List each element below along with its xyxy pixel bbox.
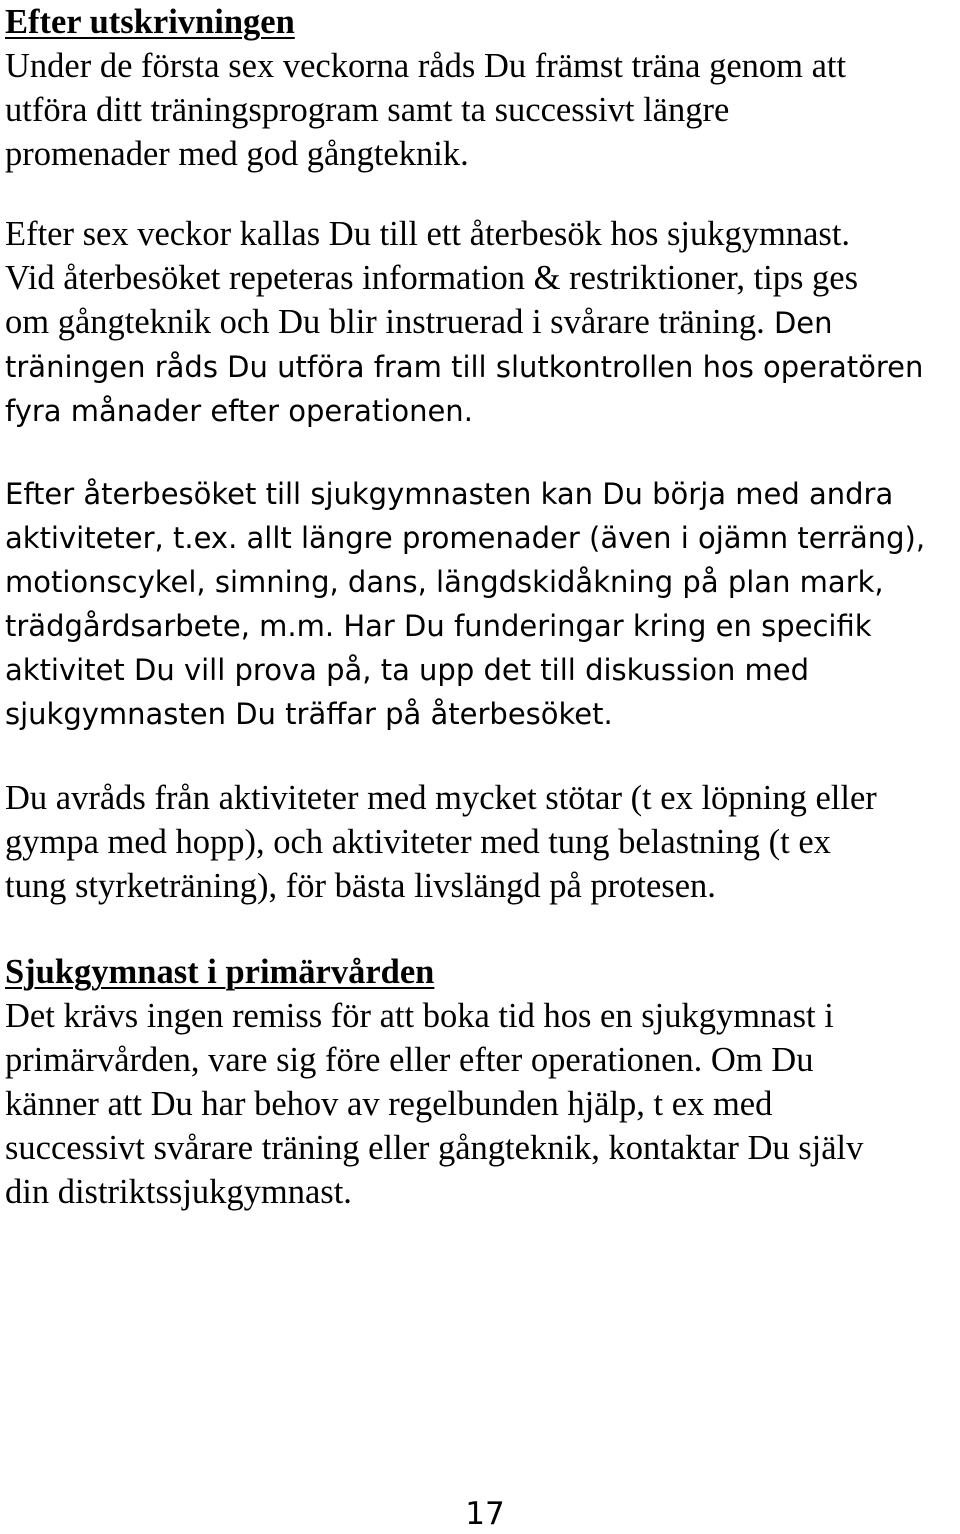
body-line: primärvården, vare sig före eller efter operationen. Om Du	[5, 1041, 814, 1079]
body-line: sjukgymnasten Du träffar på återbesöket.	[5, 697, 613, 731]
body-line: successivt svårare träning eller gångteknik, kontaktar Du själv	[5, 1129, 864, 1167]
section-heading: Efter utskrivningen	[5, 3, 295, 41]
body-line: tung styrketräning), för bästa livslängd på protesen.	[5, 867, 716, 905]
body-line: promenader med god gångteknik.	[5, 135, 469, 173]
body-line: Du avråds från aktiviteter med mycket stötar (t ex löpning eller	[5, 779, 877, 817]
body-line: Under de första sex veckorna råds Du främst träna genom att	[5, 47, 847, 85]
body-line: aktivitet Du vill prova på, ta upp det till diskussion med	[5, 653, 810, 687]
body-line: fyra månader efter operationen.	[5, 394, 473, 428]
body-line: känner att Du har behov av regelbunden hjälp, t ex med	[5, 1085, 773, 1123]
section-efter-utskrivningen	[5, 0, 960, 176]
section-sjukgymnast-primarvarden	[5, 950, 960, 1214]
body-line: Efter sex veckor kallas Du till ett återbesök hos sjukgymnast.	[5, 215, 851, 253]
body-line: din distriktssjukgymnast.	[5, 1173, 352, 1211]
body-line: aktiviteter, t.ex. allt längre promenader (även i ojämn terräng),	[5, 521, 926, 555]
section-heading: Sjukgymnast i primärvården	[5, 953, 435, 991]
paragraph-aktiviteter	[5, 472, 960, 736]
body-line: gympa med hopp), och aktiviteter med tung belastning (t ex	[5, 823, 831, 861]
body-line: utföra ditt träningsprogram samt ta successivt längre	[5, 91, 730, 129]
paragraph-avrads	[5, 776, 960, 908]
body-line: trädgårdsarbete, m.m. Har Du funderingar kring en specifik	[5, 609, 872, 643]
paragraph-aterbesok	[5, 212, 960, 433]
body-line: Vid återbesöket repeteras information & restriktioner, tips ges	[5, 259, 859, 297]
body-line: träningen råds Du utföra fram till slutkontrollen hos operatören	[5, 350, 924, 384]
body-text-serif: om gångteknik och Du blir instruerad i svårare träning.	[5, 303, 765, 341]
body-text-sans: Den	[764, 306, 833, 340]
page-number: 17	[465, 1496, 505, 1532]
body-line: motionscykel, simning, dans, längdskidåkning på plan mark,	[5, 565, 884, 599]
body-line: Det krävs ingen remiss för att boka tid hos en sjukgymnast i	[5, 997, 834, 1035]
body-line-mixed	[5, 300, 960, 345]
body-line: Efter återbesöket till sjukgymnasten kan Du börja med andra	[5, 477, 894, 511]
